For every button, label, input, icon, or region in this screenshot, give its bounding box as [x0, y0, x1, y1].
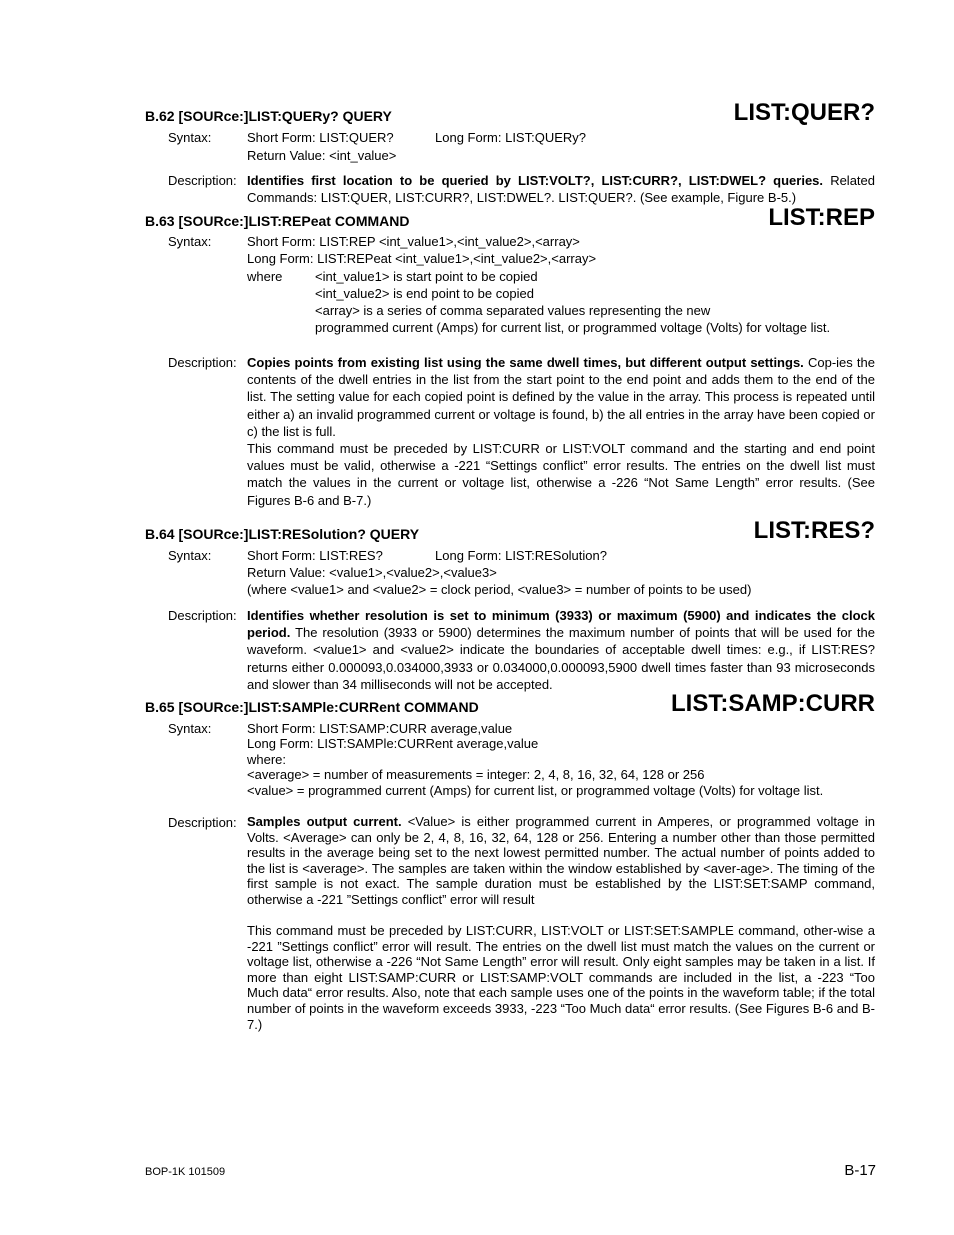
b65-where-label: where: [247, 752, 287, 767]
b63-description-paragraph-2: This command must be preceded by LIST:CURR or LIST:VOLT command and the starting and end point values must be valid, otherwise a -221 “Settings conflict” error results. The entries on the dwell list must match the values in the current or voltage list, otherwise a -226 “Not Same Length” error results. (See Figures B-6 and B-7.) [247, 441, 875, 508]
b63-syntax-label: Syntax: [168, 234, 212, 249]
b65-where-value: <value> = programmed current (Amps) for current list, or programmed voltage (Volts) for voltage list. [247, 783, 824, 798]
b63-where-line-3: <array> is a series of comma separated values representing the new [315, 303, 711, 318]
b62-description-bold: Identifies first location to be queried by LIST:VOLT?, LIST:CURR?, LIST:DWEL? queries. [247, 173, 824, 188]
b65-heading: B.65 [SOURce:]LIST:SAMPle:CURRent COMMAND [145, 699, 479, 715]
b62-command-title: LIST:QUER? [733, 99, 875, 126]
b65-long-form: Long Form: LIST:SAMPle:CURRent average,value [247, 736, 539, 751]
b63-where-line-1: <int_value1> is start point to be copied [315, 269, 538, 284]
b65-description-bold: Samples output current. [247, 814, 402, 829]
b65-description-paragraph-2: This command must be preceded by LIST:CURR, LIST:VOLT or LIST:SET:SAMPLE command, other-wise a -221 ”Settings conflict” error will result. The entries on the dwell list must match the values on the current or voltage list, otherwise a -226 “Not Same Length” error will result. Only eight samples may be taken in a list. If more than eight LIST:SAMP:CURR or LIST:SAMP:VOLT commands are included in the list, a -223 “Too Much data“ error results. Also, note that each sample uses one of the points in the waveform table; if the total number of points in the waveform exceeds 3933, -223 “Too Much data“ error results. (See Figures B-6 and B-7.) [247, 923, 875, 1032]
b64-description-rest: The resolution (3933 or 5900) determines the maximum number of points that will be used for the waveform. <value1> and <value2> indicate the boundaries of acceptable dwell times: e.g., if LIST:RES? returns either 0.000093,0.034000,3933 or 0.034000,0.000093,5900 dwell times faster than 93 microseconds and slower than 34 milliseconds will not be accepted. [247, 625, 875, 692]
b63-description-label: Description: [168, 355, 237, 370]
b63-short-form: Short Form: LIST:REP <int_value1>,<int_value2>,<array> [247, 234, 580, 249]
b64-command-title: LIST:RES? [753, 517, 875, 544]
b62-long-form: Long Form: LIST:QUERy? [435, 130, 586, 145]
b63-where-label: where [247, 269, 283, 284]
b64-description-bold: Identifies whether resolution is set to minimum (3933) or maximum (5900) and indicates the clock period. [247, 608, 875, 641]
b65-where-average: <average> = number of measurements = integer: 2, 4, 8, 16, 32, 64, 128 or 256 [247, 767, 705, 782]
b65-syntax-label: Syntax: [168, 721, 212, 736]
b62-heading: B.62 [SOURce:]LIST:QUERy? QUERY [145, 108, 392, 124]
b62-syntax-label: Syntax: [168, 130, 212, 145]
b64-syntax-label: Syntax: [168, 548, 212, 563]
b65-short-form: Short Form: LIST:SAMP:CURR average,value [247, 721, 513, 736]
b63-long-form: Long Form: LIST:REPeat <int_value1>,<int_value2>,<array> [247, 251, 597, 266]
footer-document-id: BOP-1K 101509 [145, 1166, 226, 1178]
b64-description-label: Description: [168, 608, 237, 623]
b62-description-rest: Related Commands: LIST:QUER, LIST:CURR?, LIST:DWEL?. LIST:QUER?. (See example, Figure B-5.) [247, 173, 875, 206]
b64-return-value: Return Value: <value1>,<value2>,<value3> [247, 565, 497, 580]
b62-return-value: Return Value: <int_value> [247, 148, 397, 163]
b62-short-form: Short Form: LIST:QUER? [247, 130, 394, 145]
b63-where-line-2: <int_value2> is end point to be copied [315, 286, 535, 301]
b63-description-rest: Cop-ies the contents of the dwell entries in the list from the start point to the end point and adds them to the end of the list. The setting value for each copied point is defined by the value in the array. This process is repeated until either a) an invalid programmed current or voltage is found, b) the all entries in the array have been copied or c) the list is full. [247, 355, 875, 439]
b63-heading: B.63 [SOURce:]LIST:REPeat COMMAND [145, 213, 410, 229]
b64-where-text: (where <value1> and <value2> = clock period, <value3> = number of points to be used) [247, 582, 752, 597]
b63-description-bold: Copies points from existing list using the same dwell times, but different output settings. [247, 355, 804, 370]
b64-description [247, 607, 875, 693]
b65-command-title: LIST:SAMP:CURR [671, 690, 875, 717]
b62-description-label: Description: [168, 173, 237, 188]
b64-long-form: Long Form: LIST:RESolution? [435, 548, 607, 563]
b65-description [247, 814, 875, 908]
b62-description [247, 172, 875, 206]
b64-heading: B.64 [SOURce:]LIST:RESolution? QUERY [145, 526, 420, 542]
b63-description [247, 354, 875, 440]
b63-command-title: LIST:REP [768, 204, 875, 231]
b65-description-label: Description: [168, 815, 237, 830]
b64-short-form: Short Form: LIST:RES? [247, 548, 383, 563]
footer-page-number: B-17 [844, 1162, 876, 1179]
b63-where-line-4: programmed current (Amps) for current list, or programmed voltage (Volts) for voltage list. [315, 320, 831, 335]
b65-description-rest: <Value> is either programmed current in Amperes, or programmed voltage in Volts. <Average> can only be 2, 4, 8, 16, 32, 64, 128 or 256. Entering a number other than those permitted results in the average being set to the next lowest permitted number. The actual number of points added to the list is <average>. The samples are taken within the window established by <aver-age>. The timing of the first sample is not exact. The sample duration must be established by the LIST:SET:SAMP command, otherwise a -221 ”Settings conflict” error will result [247, 814, 875, 907]
